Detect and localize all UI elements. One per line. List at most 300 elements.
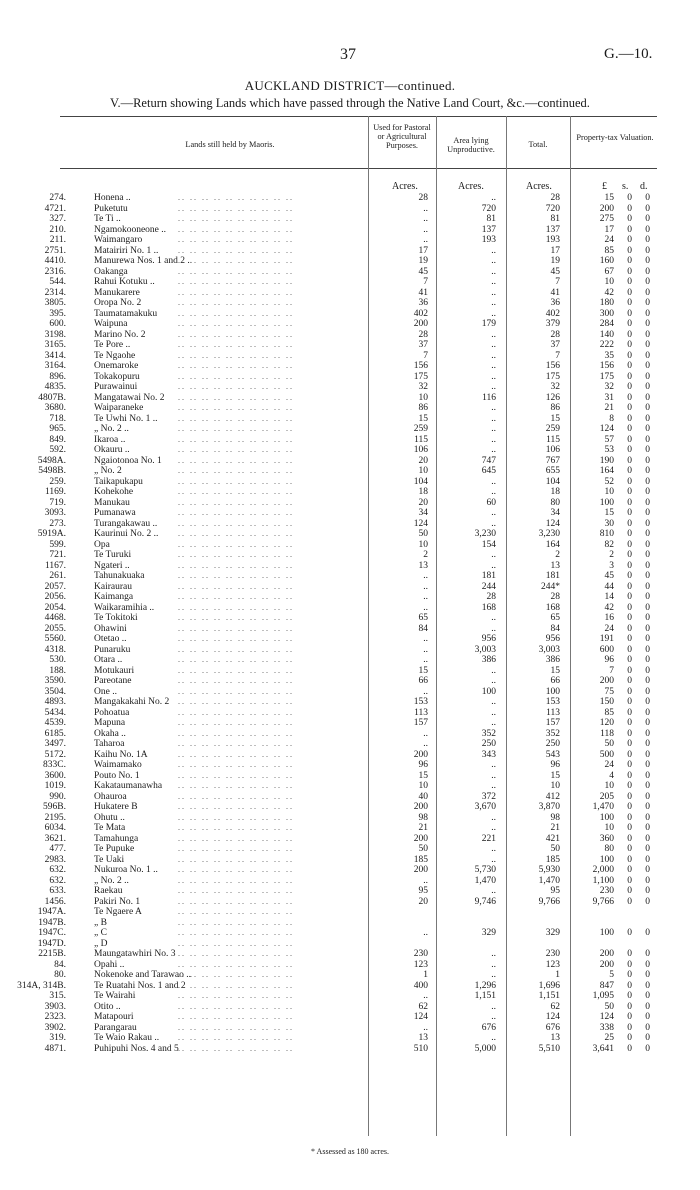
row-name: Tamahunga — [94, 833, 139, 844]
row-pounds: 32 — [604, 382, 614, 392]
row-number: 632. — [49, 875, 66, 886]
row-pounds: 96 — [604, 655, 614, 665]
row-name: „ D — [94, 938, 108, 949]
row-number: 2054. — [44, 602, 66, 613]
table-row — [0, 676, 700, 687]
leader-dots: .. .. .. .. .. .. .. .. .. .. — [178, 487, 294, 496]
row-pastoral: 2 — [423, 550, 428, 560]
table-row — [0, 603, 700, 614]
leader-dots: .. .. .. .. .. .. .. .. .. .. — [178, 602, 294, 612]
row-pounds: 10 — [604, 277, 614, 287]
row-unproductive: .. — [491, 193, 496, 203]
row-number: 4468. — [44, 613, 66, 623]
table-row — [0, 634, 700, 645]
col-header-valuation: Property-tax Valuation. — [576, 133, 654, 142]
leader-dots: .. .. .. .. .. .. .. .. .. .. — [178, 382, 294, 391]
leader-dots: .. .. .. .. .. .. .. .. .. .. — [178, 560, 294, 570]
row-shillings: 0 — [627, 718, 632, 728]
table-row — [0, 466, 700, 477]
row-shillings: 0 — [627, 445, 632, 455]
row-unproductive: .. — [491, 308, 496, 319]
row-number: 2751. — [44, 245, 66, 256]
row-unproductive: .. — [491, 623, 496, 634]
table-row — [0, 739, 700, 750]
row-total: 10 — [550, 781, 560, 791]
row-pounds: 124 — [599, 1012, 614, 1022]
row-pence: 0 — [645, 854, 650, 865]
leader-dots: .. .. .. .. .. .. .. .. .. .. — [178, 749, 294, 759]
row-unproductive: 168 — [481, 602, 496, 613]
row-name: Pareotane — [94, 676, 132, 686]
row-pence: 0 — [645, 529, 650, 539]
page-number: 37 — [340, 46, 356, 63]
table-row — [0, 540, 700, 551]
row-shillings: 0 — [627, 487, 632, 497]
table-row — [0, 351, 700, 362]
leader-dots: .. .. .. .. .. .. .. .. .. .. — [178, 791, 294, 801]
row-pounds: 67 — [604, 266, 614, 277]
table-row — [0, 487, 700, 498]
row-pounds: 2,000 — [592, 865, 614, 875]
row-shillings: 0 — [627, 476, 632, 487]
row-total: 259 — [545, 424, 560, 434]
row-pastoral: 13 — [418, 560, 428, 571]
row-pastoral: 18 — [418, 487, 428, 497]
leader-dots: .. .. .. .. .. .. .. .. .. .. — [178, 235, 294, 244]
row-pence: 0 — [645, 728, 650, 739]
row-total: 36 — [550, 298, 560, 308]
row-name: Te Mata — [94, 823, 126, 833]
row-shillings: 0 — [627, 823, 632, 833]
row-shillings: 0 — [627, 728, 632, 739]
leader-dots: .. .. .. .. .. .. .. .. .. .. — [178, 308, 294, 318]
row-shillings: 0 — [627, 613, 632, 623]
row-number: 4539. — [44, 718, 66, 728]
header-bottom-rule — [60, 168, 657, 169]
row-pastoral: 113 — [414, 707, 428, 718]
row-pence: 0 — [645, 791, 650, 802]
row-shillings: 0 — [627, 235, 632, 245]
leader-dots: .. .. .. .. .. .. .. .. .. .. — [178, 655, 294, 664]
table-row — [0, 445, 700, 456]
row-total: 157 — [545, 718, 560, 728]
row-unproductive: .. — [491, 340, 496, 350]
row-shillings: 0 — [627, 791, 632, 802]
row-pastoral: 200 — [413, 802, 428, 812]
table-row — [0, 571, 700, 582]
row-total: 412 — [545, 791, 560, 802]
row-number: 592. — [49, 445, 66, 455]
row-pounds: 4 — [609, 770, 614, 781]
row-pastoral: 7 — [423, 277, 428, 287]
table-row — [0, 823, 700, 834]
row-pastoral: 175 — [413, 371, 428, 382]
row-pence: 0 — [645, 403, 650, 413]
row-number: 600. — [49, 319, 66, 329]
row-total: 66 — [550, 676, 560, 686]
row-total: 352 — [545, 728, 560, 739]
row-pounds: 222 — [599, 340, 614, 350]
row-total: 81 — [550, 214, 560, 224]
row-shillings: 0 — [627, 550, 632, 560]
col-header-total: Total. — [528, 140, 548, 149]
row-name: Te Ti .. — [94, 214, 121, 224]
row-pence: 0 — [645, 655, 650, 665]
row-name: Opahi .. — [94, 959, 125, 970]
row-pounds: 100 — [599, 812, 614, 823]
row-pence: 0 — [645, 560, 650, 571]
row-total: 421 — [545, 833, 560, 844]
row-unproductive: .. — [491, 518, 496, 529]
row-pastoral: .. — [423, 581, 428, 592]
table-row — [0, 235, 700, 246]
row-name: Manurewa Nos. 1 and 2 .. — [94, 256, 193, 266]
row-name: Hukatere B — [94, 802, 138, 812]
row-pounds: 100 — [599, 497, 614, 508]
row-name: Manukarere — [94, 287, 140, 298]
row-pence: 0 — [645, 382, 650, 392]
row-pastoral: 15 — [418, 413, 428, 424]
row-unproductive: .. — [491, 959, 496, 970]
unit-shillings: s. — [622, 181, 629, 192]
row-name: Otetao .. — [94, 634, 127, 644]
row-pounds: 275 — [599, 214, 614, 224]
row-total: 96 — [550, 760, 560, 770]
table-row — [0, 288, 700, 299]
table-row — [0, 519, 700, 530]
row-pounds: 3,641 — [592, 1043, 614, 1054]
leader-dots: .. .. .. .. .. .. .. .. .. .. — [178, 1043, 294, 1053]
row-pence: 0 — [645, 970, 650, 980]
row-unproductive: .. — [491, 781, 496, 791]
row-name: Purawainui — [94, 382, 138, 392]
row-unproductive: .. — [491, 949, 496, 959]
table-row — [0, 697, 700, 708]
row-pence: 0 — [645, 392, 650, 403]
row-name: Oakanga — [94, 266, 128, 277]
row-total: 28 — [550, 592, 560, 602]
row-unproductive: .. — [491, 298, 496, 308]
row-shillings: 0 — [627, 529, 632, 539]
table-row — [0, 372, 700, 383]
leader-dots: .. .. .. .. .. .. .. .. .. .. — [178, 518, 294, 528]
row-pounds: 100 — [599, 928, 614, 938]
row-name: Waipuna — [94, 319, 128, 329]
row-name: Otito .. — [94, 1001, 121, 1012]
row-shillings: 0 — [627, 949, 632, 959]
row-shillings: 0 — [627, 980, 632, 991]
row-unproductive: 1,151 — [474, 991, 496, 1001]
row-total: 7 — [555, 277, 560, 287]
row-pence: 0 — [645, 644, 650, 655]
row-name: Te Wairahi — [94, 991, 136, 1001]
leader-dots: .. .. .. .. .. .. .. .. .. .. — [178, 497, 294, 507]
unit-pastoral: Acres. — [392, 181, 418, 192]
row-name: Kaurinui No. 2 .. — [94, 529, 159, 539]
row-pence: 0 — [645, 1012, 650, 1022]
row-number: 5434. — [44, 707, 66, 718]
row-shillings: 0 — [627, 655, 632, 665]
row-number: 3600. — [44, 770, 66, 781]
row-pence: 0 — [645, 833, 650, 844]
row-pounds: 9,766 — [592, 896, 614, 907]
row-number: 4871. — [44, 1043, 66, 1054]
row-pounds: 53 — [604, 445, 614, 455]
table-row — [0, 319, 700, 330]
row-number: 896. — [49, 371, 66, 382]
table-row — [0, 750, 700, 761]
row-total: 37 — [550, 340, 560, 350]
row-number: 965. — [49, 424, 66, 434]
row-pounds: 42 — [604, 602, 614, 613]
row-number: 2195. — [44, 812, 66, 823]
row-pounds: 75 — [604, 686, 614, 697]
leader-dots: .. .. .. .. .. .. .. .. .. .. — [178, 949, 294, 958]
row-number: 2983. — [44, 854, 66, 865]
row-pastoral: 200 — [413, 319, 428, 329]
row-shillings: 0 — [627, 361, 632, 371]
row-name: Kaihu No. 1A — [94, 749, 148, 760]
row-name: Ohawini — [94, 623, 127, 634]
row-pence: 0 — [645, 329, 650, 340]
row-pastoral: .. — [423, 728, 428, 739]
leader-dots: .. .. .. .. .. .. .. .. .. .. — [178, 329, 294, 339]
row-pastoral: 96 — [418, 760, 428, 770]
row-unproductive: .. — [491, 560, 496, 571]
row-number: 530. — [49, 655, 66, 665]
row-name: One .. — [94, 686, 117, 697]
row-number: 3164. — [44, 361, 66, 371]
leader-dots: .. .. .. .. .. .. .. .. .. .. — [178, 686, 294, 696]
leader-dots: .. .. .. .. .. .. .. .. .. .. — [178, 707, 294, 717]
row-number: 4807B. — [38, 392, 66, 403]
row-pounds: 42 — [604, 287, 614, 298]
row-shillings: 0 — [627, 812, 632, 823]
row-shillings: 0 — [627, 308, 632, 319]
row-pastoral: .. — [423, 686, 428, 697]
row-shillings: 0 — [627, 896, 632, 907]
leader-dots: .. .. .. .. .. .. .. .. .. .. — [178, 854, 294, 864]
table-row — [0, 403, 700, 414]
row-shillings: 0 — [627, 697, 632, 707]
row-shillings: 0 — [627, 245, 632, 256]
row-total: 41 — [550, 287, 560, 298]
row-pence: 0 — [645, 203, 650, 214]
leader-dots: .. .. .. .. .. .. .. .. .. .. — [178, 907, 294, 916]
row-pounds: 15 — [604, 508, 614, 518]
row-number: 633. — [49, 886, 66, 896]
row-total: 80 — [550, 497, 560, 508]
row-pence: 0 — [645, 1043, 650, 1054]
leader-dots: .. .. .. .. .. .. .. .. .. .. — [178, 539, 294, 549]
header-top-rule — [60, 116, 657, 117]
row-pounds: 191 — [599, 634, 614, 644]
table-row — [0, 928, 700, 939]
row-pastoral: .. — [423, 602, 428, 613]
row-name: Mapuna — [94, 718, 126, 728]
table-row — [0, 267, 700, 278]
row-name: Te Ngaere A — [94, 907, 142, 917]
row-unproductive: 250 — [481, 739, 496, 749]
row-name: Taumatamakuku — [94, 308, 158, 319]
row-shillings: 0 — [627, 602, 632, 613]
row-name: Raekau — [94, 886, 123, 896]
row-total: 15 — [550, 665, 560, 676]
row-pastoral: 10 — [418, 466, 428, 476]
leader-dots: .. .. .. .. .. .. .. .. .. .. — [178, 770, 294, 780]
row-name: Opa — [94, 539, 110, 550]
row-unproductive: 956 — [481, 634, 496, 644]
row-unproductive: 1,296 — [474, 980, 496, 991]
row-pence: 0 — [645, 319, 650, 329]
row-shillings: 0 — [627, 686, 632, 697]
leader-dots: .. .. .. .. .. .. .. .. .. .. — [178, 476, 294, 486]
row-shillings: 0 — [627, 991, 632, 1001]
row-total: 126 — [545, 392, 560, 403]
row-pastoral: 50 — [418, 529, 428, 539]
row-pence: 0 — [645, 875, 650, 886]
row-unproductive: .. — [491, 770, 496, 781]
leader-dots: .. .. .. .. .. .. .. .. .. .. — [178, 760, 294, 769]
row-pounds: 810 — [599, 529, 614, 539]
row-pounds: 156 — [599, 361, 614, 371]
row-total: 113 — [546, 707, 560, 718]
row-shillings: 0 — [627, 749, 632, 760]
table-row — [0, 802, 700, 813]
leader-dots: .. .. .. .. .. .. .. .. .. .. — [178, 445, 294, 454]
row-shillings: 0 — [627, 781, 632, 791]
table-row — [0, 760, 700, 771]
row-pence: 0 — [645, 424, 650, 434]
row-number: 2323. — [44, 1012, 66, 1022]
row-total: 386 — [545, 655, 560, 665]
row-total: 115 — [546, 434, 560, 445]
row-pounds: 15 — [604, 193, 614, 203]
row-unproductive: .. — [491, 371, 496, 382]
row-shillings: 0 — [627, 434, 632, 445]
row-number: 3903. — [44, 1001, 66, 1012]
row-total: 164 — [545, 539, 560, 550]
row-pounds: 200 — [599, 203, 614, 214]
row-name: Mangakakahi No. 2 — [94, 697, 170, 707]
row-name: Kohekohe — [94, 487, 134, 497]
row-number: 833C. — [43, 760, 66, 770]
row-shillings: 0 — [627, 802, 632, 812]
row-number: 719. — [49, 497, 66, 508]
row-pastoral: 45 — [418, 266, 428, 277]
row-pastoral: 36 — [418, 298, 428, 308]
row-number: 80. — [54, 970, 66, 980]
row-name: Nokenoke and Tarawao .. — [94, 970, 192, 980]
row-pastoral: 104 — [413, 476, 428, 487]
row-pence: 0 — [645, 823, 650, 833]
table-row — [0, 225, 700, 236]
row-total: 767 — [545, 455, 560, 466]
row-unproductive: .. — [491, 550, 496, 560]
leader-dots: .. .. .. .. .. .. .. .. .. .. — [178, 224, 294, 234]
leader-dots: .. .. .. .. .. .. .. .. .. .. — [178, 623, 294, 633]
leader-dots: .. .. .. .. .. .. .. .. .. .. — [178, 203, 294, 213]
row-number: 3198. — [44, 329, 66, 340]
row-name: Okaha .. — [94, 728, 126, 739]
row-shillings: 0 — [627, 970, 632, 980]
row-total: 45 — [550, 266, 560, 277]
leader-dots: .. .. .. .. .. .. .. .. .. .. — [178, 256, 294, 265]
table-row — [0, 393, 700, 404]
row-unproductive: .. — [491, 413, 496, 424]
row-pastoral: .. — [423, 928, 428, 938]
leader-dots: .. .. .. .. .. .. .. .. .. .. — [178, 802, 294, 811]
row-pastoral: 115 — [414, 434, 428, 445]
row-pence: 0 — [645, 476, 650, 487]
leader-dots: .. .. .. .. .. .. .. .. .. .. — [178, 277, 294, 286]
row-pounds: 338 — [599, 1022, 614, 1033]
row-pounds: 5 — [609, 970, 614, 980]
row-pounds: 160 — [599, 256, 614, 266]
row-unproductive: 386 — [481, 655, 496, 665]
leader-dots: .. .. .. .. .. .. .. .. .. .. — [178, 886, 294, 895]
row-total: 244* — [541, 581, 560, 592]
row-total: 3,870 — [538, 802, 560, 812]
row-pounds: 82 — [604, 539, 614, 550]
row-unproductive: .. — [491, 382, 496, 392]
row-name: Kaimanga — [94, 592, 134, 602]
row-unproductive: 372 — [481, 791, 496, 802]
row-unproductive: 645 — [481, 466, 496, 476]
row-number: 6185. — [44, 728, 66, 739]
leader-dots: .. .. .. .. .. .. .. .. .. .. — [178, 991, 294, 1000]
table-row — [0, 792, 700, 803]
row-shillings: 0 — [627, 340, 632, 350]
row-pastoral: .. — [423, 571, 428, 581]
leader-dots: .. .. .. .. .. .. .. .. .. .. — [178, 823, 294, 832]
row-unproductive: 9,746 — [474, 896, 496, 907]
row-pounds: 120 — [599, 718, 614, 728]
leader-dots: .. .. .. .. .. .. .. .. .. .. — [178, 980, 294, 990]
row-pence: 0 — [645, 896, 650, 907]
row-pence: 0 — [645, 350, 650, 361]
table-row — [0, 624, 700, 635]
table-row — [0, 277, 700, 288]
row-unproductive: .. — [491, 434, 496, 445]
row-pence: 0 — [645, 697, 650, 707]
row-pastoral: 21 — [418, 823, 428, 833]
row-pounds: 52 — [604, 476, 614, 487]
row-pastoral: .. — [423, 739, 428, 749]
row-shillings: 0 — [627, 581, 632, 592]
row-number: 5560. — [44, 634, 66, 644]
row-pence: 0 — [645, 781, 650, 791]
row-pounds: 85 — [604, 707, 614, 718]
row-pastoral: 20 — [418, 455, 428, 466]
row-number: 315. — [49, 991, 66, 1001]
row-pence: 0 — [645, 308, 650, 319]
row-total: 153 — [545, 697, 560, 707]
row-number: 273. — [49, 518, 66, 529]
row-pence: 0 — [645, 739, 650, 749]
row-unproductive: .. — [491, 277, 496, 287]
leader-dots: .. .. .. .. .. .. .. .. .. .. — [178, 959, 294, 969]
row-name: Waiparaneke — [94, 403, 144, 413]
leader-dots: .. .. .. .. .. .. .. .. .. .. — [178, 193, 294, 202]
row-total: 106 — [545, 445, 560, 455]
row-pence: 0 — [645, 287, 650, 298]
row-total: 13 — [550, 560, 560, 571]
row-unproductive: 329 — [481, 928, 496, 938]
leader-dots: .. .. .. .. .. .. .. .. .. .. — [178, 718, 294, 727]
row-pastoral: 34 — [418, 508, 428, 518]
row-name: Otara .. — [94, 655, 123, 665]
